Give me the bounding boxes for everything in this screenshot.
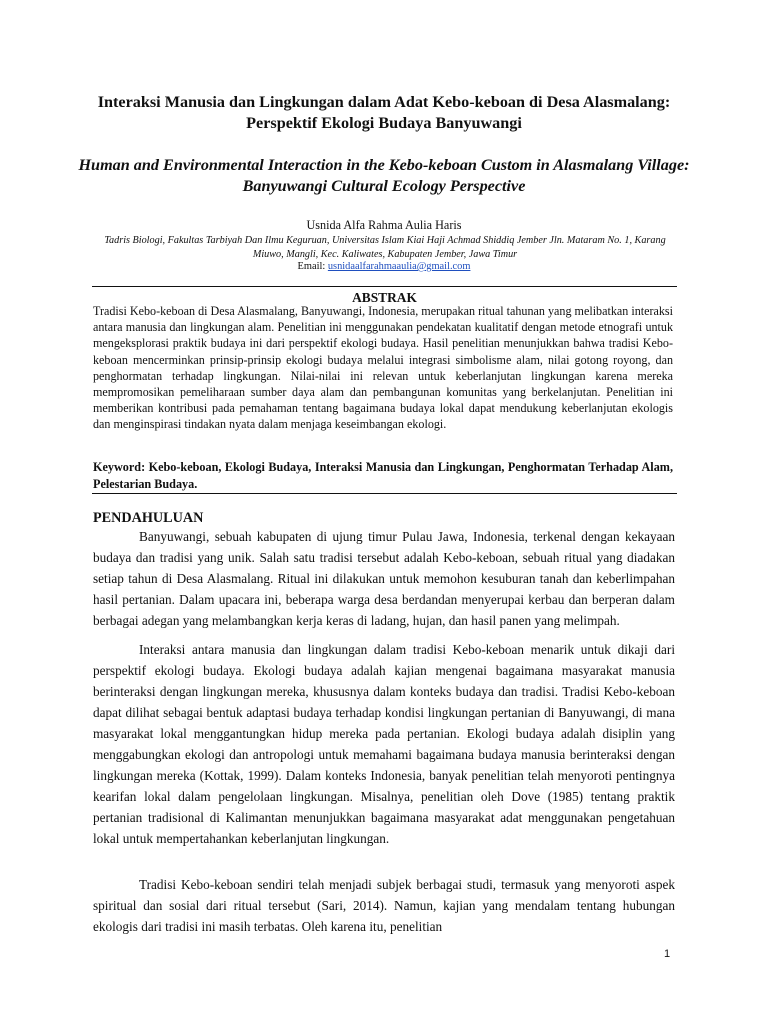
bottom-divider bbox=[92, 493, 677, 494]
author-affiliation: Tadris Biologi, Fakultas Tarbiyah Dan Ilmu Keguruan, Universitas Islam Kiai Haji Achmad Shiddiq Jember Jln. Mataram No. 1, Karang Miuwo, Mangli, Kec. Kaliwates, Kabupaten Jember, Jawa Timur bbox=[104, 235, 666, 260]
body-paragraph: Banyuwangi, sebuah kabupaten di ujung timur Pulau Jawa, Indonesia, terkenal dengan kekayaan budaya dan tradisi yang unik. Salah satu tradisi tersebut adalah Kebo-keboan, sebuah ritual yang diadakan setiap tahun di Desa Alasmalang. Ritual ini dilakukan untuk memohon kesuburan tanah dan keberlimpahan hasil pertanian. Dalam upacara ini, beberapa warga desa berdandan menyerupai kerbau dan berperan dalam berbagai adegan yang melambangkan kerja keras di ladang, hujan, dan hasil panen yang melimpah. bbox=[93, 529, 675, 629]
title-indonesian: Interaksi Manusia dan Lingkungan dalam Adat Kebo-keboan di Desa Alasmalang: Perspektif Ekologi Budaya Banyuwangi bbox=[97, 93, 671, 132]
email-line bbox=[70, 260, 698, 273]
body-paragraph: Tradisi Kebo-keboan sendiri telah menjadi subjek berbagai studi, termasuk yang menyoroti aspek spiritual dan sosial dari ritual tersebut (Sari, 2014). Namun, kajian yang mendalam tentang hubungan ekologis dari tradisi ini masih terbatas. Oleh karena itu, penelitian bbox=[93, 877, 675, 935]
author-name: Usnida Alfa Rahma Aulia Haris bbox=[306, 218, 462, 232]
body-paragraph: Interaksi antara manusia dan lingkungan dalam tradisi Kebo-keboan menarik untuk dikaji dari perspektif ekologi budaya. Ekologi budaya adalah kajian mengenai bagaimana masyarakat manusia berinteraksi dengan lingkungan mereka, khususnya dalam konteks budaya dan tradisi. Tradisi Kebo-keboan dapat dilihat sebagai bentuk adaptasi budaya terhadap kondisi lingkungan pertanian di Banyuwangi, di mana masyarakat lokal menggantungkan hidup mereka pada pertanian. Ekologi budaya adalah disiplin yang menggabungkan ekologi dan antropologi untuk memahami bagaimana budaya manusia berinteraksi dengan lingkungan mereka (Kottak, 1999). Dalam konteks Indonesia, banyak penelitian telah menyoroti pentingnya kearifan lokal dalam pengelolaan lingkungan. Misalnya, penelitian oleh Dove (1985) tentang praktik pertanian tradisional di Kalimantan menunjukkan bagaimana masyarakat adat menggunakan pengetahuan lokal untuk mempertahankan keberlanjutan lingkungan. bbox=[93, 642, 675, 847]
abstract-text: Tradisi Kebo-keboan di Desa Alasmalang, Banyuwangi, Indonesia, merupakan ritual tahunan yang melibatkan interaksi antara manusia dan lingkungan alam. Penelitian ini menggunakan pendekatan kualitatif dengan metode etnografi untuk mengeksplorasi praktik budaya ini dari perspektif ekologi budaya. Hasil penelitian menunjukkan bahwa tradisi Kebo-keboan mencerminkan prinsip-prinsip ekologi budaya melalui integrasi simbolisme alam, nilai gotong royong, dan penghormatan terhadap lingkungan. Nilai-nilai ini relevan untuk keberlanjutan lingkungan karena mereka mempromosikan pemeliharaan sumber daya alam dan pembangunan komunitas yang berkelanjutan. Penelitian ini memberikan kontribusi pada pemahaman tentang bagaimana budaya lokal dapat mendukung keberlanjutan ekologis dan menginspirasi tindakan nyata dalam menjaga keseimbangan ekologi. bbox=[93, 304, 673, 432]
keywords: Keyword: Kebo-keboan, Ekologi Budaya, Interaksi Manusia dan Lingkungan, Penghormatan Terhadap Alam, Pelestarian Budaya. bbox=[93, 460, 673, 491]
abstract-heading: ABSTRAK bbox=[352, 290, 417, 305]
page-number: 1 bbox=[664, 948, 671, 960]
top-divider bbox=[92, 286, 677, 287]
email-label: Email: bbox=[297, 261, 326, 272]
title-english: Human and Environmental Interaction in the Kebo-keboan Custom in Alasmalang Village: Banyuwangi Cultural Ecology Perspective bbox=[78, 156, 690, 195]
email-link[interactable]: usnidaalfarahmaaulia@gmail.com bbox=[327, 261, 471, 272]
section-heading: PENDAHULUAN bbox=[93, 510, 204, 526]
